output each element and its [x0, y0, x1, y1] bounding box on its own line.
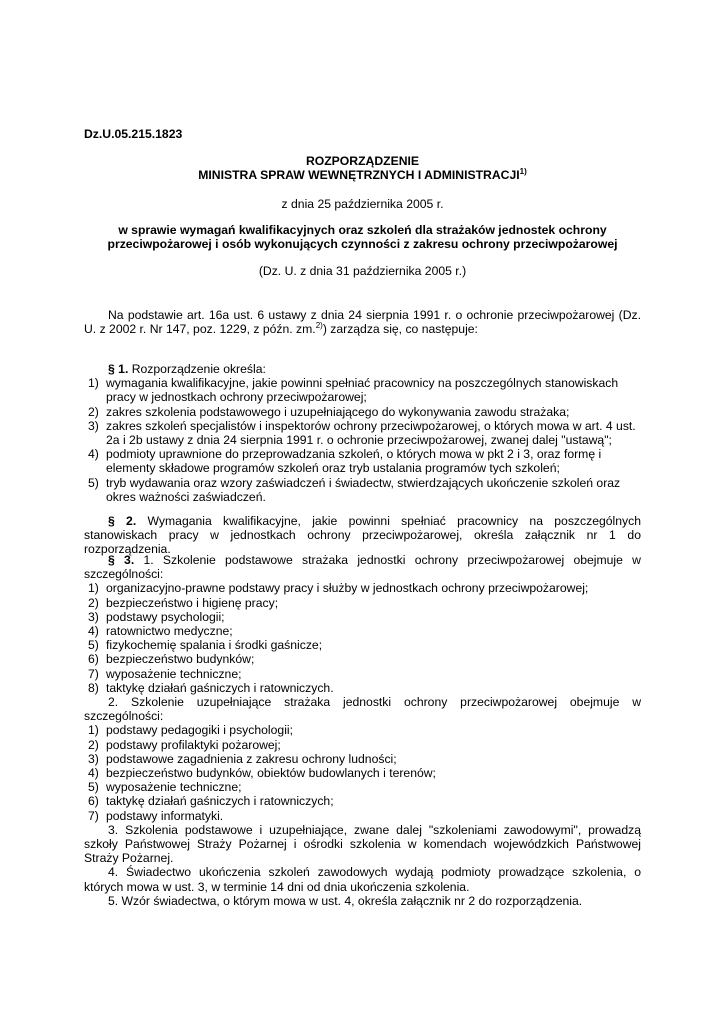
list-item	[84, 581, 641, 595]
list-item	[84, 610, 641, 624]
list-item	[84, 596, 641, 610]
list-item-number: 1)	[88, 581, 99, 596]
list-item-number: 3)	[88, 418, 99, 433]
section-3-paragraph-3: 3. Szkolenia podstawowe i uzupełniające, zwane dalej "szkoleniami zawodowymi", prowadzą szkoły Państwowej Straży Pożarnej i ośrodki szkolenia w komendach wojewódzkich Państwowej Straży Pożarnej.	[84, 822, 641, 866]
list-item	[84, 667, 641, 681]
title-footnote-marker: 1)	[519, 166, 527, 176]
list-item-number: 7)	[88, 666, 99, 681]
section-3-paragraph-2: 2. Szkolenie uzupełniające strażaka jednostki ochrony przeciwpożarowej obejmuje w szczególności:	[84, 695, 641, 724]
section-1-label: § 1.	[108, 362, 129, 376]
title-line-2	[84, 168, 641, 182]
section-2	[84, 514, 641, 557]
section-3-paragraph-5: 5. Wzór świadectwa, o którym mowa w ust. 4, określa załącznik nr 2 do rozporządzenia.	[108, 893, 583, 908]
list-item-number: 2)	[88, 404, 99, 419]
list-item-number: 4)	[88, 447, 99, 462]
section-3-paragraph-4: 4. Świadectwo ukończenia szkoleń zawodowych wydają podmioty prowadzące szkolenia, o których mowa w ust. 3, w terminie 14 dni od dnia ukończenia szkolenia.	[84, 865, 641, 894]
list-item	[84, 766, 641, 780]
list-item-text: wyposażenie techniczne;	[106, 666, 242, 681]
list-item	[84, 652, 641, 666]
list-item-number: 5)	[88, 638, 99, 653]
section-1-intro	[84, 362, 641, 376]
list-item	[84, 624, 641, 638]
list-item-number: 8)	[88, 680, 99, 695]
list-item-text: bezpieczeństwo budynków;	[106, 652, 255, 667]
list-item-number: 2)	[88, 595, 99, 610]
list-item-text: podstawy pedagogiki i psychologii;	[106, 723, 293, 738]
title-ministry: MINISTRA SPRAW WEWNĘTRZNYCH I ADMINISTRACJI	[198, 168, 520, 182]
document-date: z dnia 25 października 2005 r.	[281, 197, 444, 211]
preamble	[84, 308, 641, 336]
list-item-number: 3)	[88, 609, 99, 624]
list-item-text: taktykę działań gaśniczych i ratowniczych.	[106, 680, 334, 695]
section-3	[84, 553, 641, 908]
list-item-text: bezpieczeństwo i higienę pracy;	[106, 595, 279, 610]
list-item-text: organizacyjno-prawne podstawy pracy i służby w jednostkach ochrony przeciwpożarowej;	[106, 581, 589, 596]
list-item-text: bezpieczeństwo budynków, obiektów budowlanych i terenów;	[106, 766, 436, 781]
list-item-text: zakres szkolenia podstawowego i uzupełniającego do wykonywania zawodu strażaka;	[106, 404, 570, 419]
list-item-text: taktykę działań gaśniczych i ratowniczych;	[106, 794, 334, 809]
list-item	[84, 681, 641, 695]
document-subject	[84, 223, 641, 251]
subject-line-2: przeciwpożarowej i osób wykonujących czynności z zakresu ochrony przeciwpożarowej	[107, 237, 618, 252]
preamble-text: Na podstawie art. 16a ust. 6 ustawy z dnia 24 sierpnia 1991 r. o ochronie przeciwpożarowej (Dz. U. z 2002 r. Nr 147, poz. 1229, z późn. zm.	[84, 308, 641, 337]
list-item-number: 6)	[88, 794, 99, 809]
list-item	[84, 419, 641, 447]
publication-info: (Dz. U. z dnia 31 października 2005 r.)	[258, 264, 467, 278]
section-2-label: § 2.	[108, 514, 137, 528]
list-item-number: 6)	[88, 652, 99, 667]
section-1	[84, 362, 641, 504]
list-item-number: 1)	[88, 376, 99, 391]
list-item	[84, 723, 641, 737]
subject-line-1: w sprawie wymagań kwalifikacyjnych oraz szkoleń dla strażaków jednostek ochrony	[118, 223, 607, 237]
section-3-label: § 3.	[108, 553, 135, 567]
list-item-text: podstawy psychologii;	[106, 609, 225, 624]
list-item-number: 1)	[88, 723, 99, 738]
list-item-number: 4)	[88, 766, 99, 781]
list-item-number: 7)	[88, 808, 99, 823]
list-item-number: 5)	[88, 780, 99, 795]
list-item	[84, 794, 641, 808]
list-item-text: podstawy profilaktyki pożarowej;	[106, 737, 281, 752]
journal-reference: Dz.U.05.215.1823	[84, 127, 183, 141]
section-1-list	[84, 376, 641, 504]
list-item	[84, 376, 641, 404]
list-item-text: fizykochemię spalania i środki gaśnicze;	[106, 638, 323, 653]
list-item-number: 3)	[88, 751, 99, 766]
list-item	[84, 638, 641, 652]
list-item	[84, 752, 641, 766]
list-item-text: ratownictwo medyczne;	[106, 624, 233, 639]
title-line-1: ROZPORZĄDZENIE	[305, 154, 420, 168]
list-item	[84, 809, 641, 823]
list-item-number: 5)	[88, 475, 99, 490]
list-item	[84, 447, 641, 475]
list-item-number: 4)	[88, 624, 99, 639]
list-item-number: 2)	[88, 737, 99, 752]
section-3-intro-text: 1. Szkolenie podstawowe strażaka jednostki ochrony przeciwpożarowej obejmuje w szczególności:	[84, 553, 641, 582]
preamble-footnote-marker: 2)	[315, 321, 323, 331]
preamble-text-end: ) zarządza się, co następuje:	[322, 322, 478, 337]
list-item-text: zakres szkoleń specjalistów i inspektorów ochrony przeciwpożarowej, o których mowa w art. 4 ust. 2a i 2b ustawy z dnia 24 sierpnia 1991 r. o ochronie przeciwpożarowej, zwanej dalej "ustawą";	[106, 418, 636, 448]
section-1-intro-text: Rozporządzenie określa:	[128, 362, 266, 376]
section-3-list-2	[84, 723, 641, 822]
list-item-text: wymagania kwalifikacyjne, jakie powinni spełniać pracownicy na poszczególnych stanowiskach pracy w jednostkach ochrony przeciwpożarowej;	[106, 376, 619, 405]
list-item-text: wyposażenie techniczne;	[106, 780, 242, 795]
list-item	[84, 780, 641, 794]
list-item-text: podmioty uprawnione do przeprowadzania szkoleń, o których mowa w pkt 2 i 3, oraz formę i elementy składowe programów szkoleń oraz tryb ustalania programów tych szkoleń;	[106, 447, 602, 476]
section-3-intro	[84, 553, 641, 581]
list-item	[84, 405, 641, 419]
list-item	[84, 738, 641, 752]
list-item-text: podstawy informatyki.	[106, 808, 224, 823]
section-2-text: Wymagania kwalifikacyjne, jakie powinni spełniać pracownicy na poszczególnych stanowiskach pracy w jednostkach ochrony przeciwpożarowej, określa załącznik nr 1 do rozporządzenia.	[84, 514, 641, 557]
list-item-text: tryb wydawania oraz wzory zaświadczeń i świadectw, stwierdzających ukończenie szkoleń oraz okres ważności zaświadczeń.	[106, 475, 621, 504]
list-item-text: podstawowe zagadnienia z zakresu ochrony ludności;	[106, 751, 397, 766]
section-3-list-1	[84, 581, 641, 695]
list-item	[84, 476, 641, 504]
